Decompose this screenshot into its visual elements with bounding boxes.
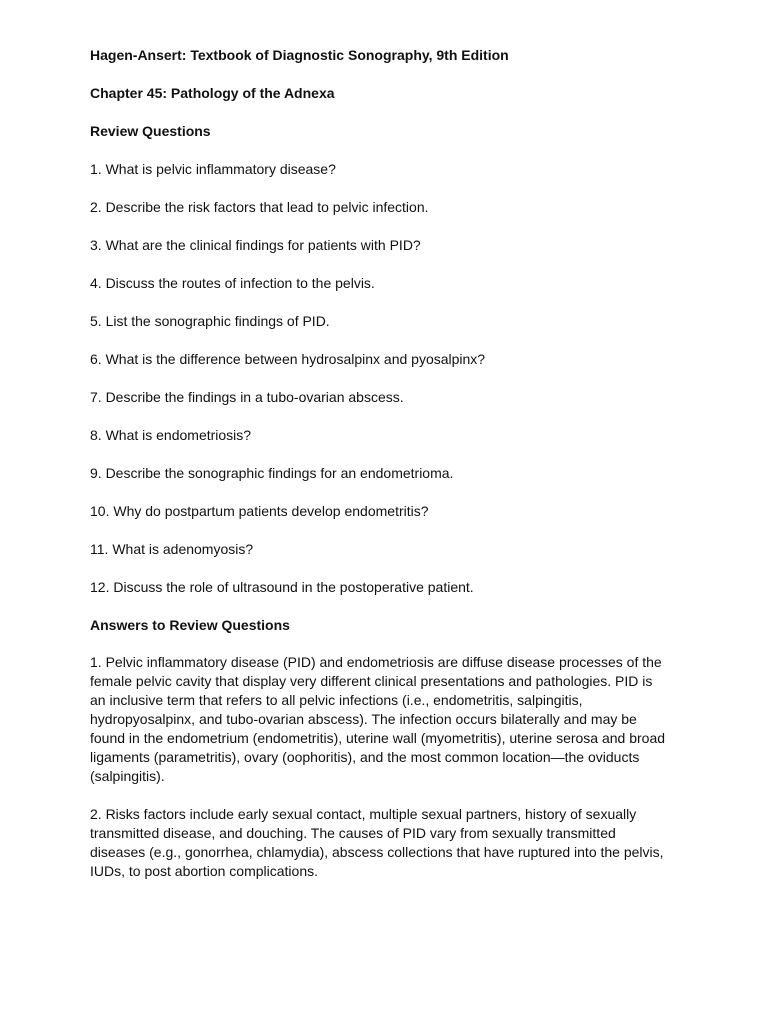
question-item: 6. What is the difference between hydrosalpinx and pyosalpinx? xyxy=(90,351,486,367)
question-item: 1. What is pelvic inflammatory disease? xyxy=(90,161,336,177)
question-item: 2. Describe the risk factors that lead to pelvic infection. xyxy=(90,199,429,215)
question-item: 5. List the sonographic findings of PID. xyxy=(90,313,330,329)
question-item: 10. Why do postpartum patients develop endometritis? xyxy=(90,503,429,519)
review-questions-heading: Review Questions xyxy=(90,123,211,139)
question-item: 12. Discuss the role of ultrasound in the postoperative patient. xyxy=(90,579,474,595)
question-item: 4. Discuss the routes of infection to the pelvis. xyxy=(90,275,375,291)
question-item: 7. Describe the findings in a tubo-ovarian abscess. xyxy=(90,389,404,405)
question-item: 8. What is endometriosis? xyxy=(90,427,252,443)
review-questions-list xyxy=(90,159,668,597)
answers-heading: Answers to Review Questions xyxy=(90,617,290,633)
answer-paragraph: 1. Pelvic inflammatory disease (PID) and endometriosis are diffuse disease processes of the female pelvic cavity that display very different clinical presentations and pathologies. PID is an inclusive term that refers to all pelvic infections (i.e., endometritis, salpingitis, hydropyosalpinx, and tubo-ovarian abscess). The infection occurs bilaterally and may be found in the endometrium (endometritis), uterine wall (myometritis), uterine serosa and broad ligaments (parametritis), ovary (oophoritis), and the most common location—the oviducts (salpingitis). xyxy=(90,654,666,784)
question-item: 9. Describe the sonographic findings for an endometrioma. xyxy=(90,465,454,481)
chapter-title: Chapter 45: Pathology of the Adnexa xyxy=(90,85,335,101)
question-item: 3. What are the clinical findings for patients with PID? xyxy=(90,237,421,253)
answer-paragraph: 2. Risks factors include early sexual contact, multiple sexual partners, history of sexually transmitted disease, and douching. The causes of PID vary from sexually transmitted diseases (e.g., gonorrhea, chlamydia), abscess collections that have ruptured into the pelvis, IUDs, to post abortion complications. xyxy=(90,806,664,879)
question-item: 11. What is adenomyosis? xyxy=(90,541,254,557)
book-title: Hagen-Ansert: Textbook of Diagnostic Sonography, 9th Edition xyxy=(90,47,509,63)
